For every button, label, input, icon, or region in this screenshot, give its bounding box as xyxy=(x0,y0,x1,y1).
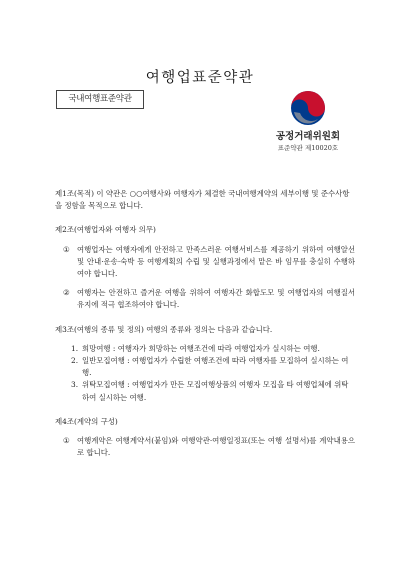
article-2-clause-2 xyxy=(55,287,355,311)
clause-marker: ① xyxy=(63,436,70,446)
document-title: 여행업표준약관 xyxy=(145,70,255,86)
article-3-item-1 xyxy=(55,343,355,355)
article-3-item-3 xyxy=(55,379,355,403)
article-3-item-2 xyxy=(55,355,355,379)
list-marker: 1. xyxy=(71,343,79,353)
article-4-heading: 제4조(계약의 구성) xyxy=(55,416,118,426)
ftc-logo-icon xyxy=(288,88,328,128)
article-1: 제1조(목적) 이 약관은 ○○여행사와 여행자가 체결한 국내여행계약의 세부이행 및 준수사항을 정함을 목적으로 합니다. xyxy=(55,189,350,211)
document-number: 표준약관 제10020호 xyxy=(277,144,339,152)
article-2-heading: 제2조(여행업자와 여행자 의무) xyxy=(55,225,156,235)
clause-marker: ② xyxy=(63,288,70,298)
list-marker: 3. xyxy=(71,380,79,390)
clause-text: 여행업자는 여행자에게 안전하고 만족스러운 여행서비스를 제공하기 위하여 여행알선 및 안내·운송·숙박 등 여행계획의 수립 및 실행과정에서 맡은 바 임무를 충실히 수행하여야 합니다. xyxy=(77,244,355,279)
organization-name: 공정거래위원회 xyxy=(275,131,341,142)
article-3-intro: 제3조(여행의 종류 및 정의) 여행의 종류와 정의는 다음과 같습니다. xyxy=(55,324,273,334)
document-type-box: 국내여행표준약관 xyxy=(56,90,144,109)
list-text: 희망여행 : 여행자가 희망하는 여행조건에 따라 여행업자가 실시하는 여행. xyxy=(82,343,320,353)
clause-marker: ① xyxy=(63,244,70,254)
list-text: 위탁모집여행 : 여행업자가 만든 모집여행상품의 여행자 모집을 타 여행업체에 위탁하여 실시하는 여행. xyxy=(82,380,349,402)
article-4-clause-1 xyxy=(55,435,355,459)
article-2-clause-1 xyxy=(55,244,355,281)
list-marker: 2. xyxy=(71,356,79,366)
list-text: 일반모집여행 : 여행업자가 수립한 여행조건에 따라 여행자를 모집하여 실시하는 여행. xyxy=(82,356,349,378)
clause-text: 여행계약은 여행계약서(붙임)와 여행약관·여행일정표(또는 여행 설명서)를 계약내용으로 합니다. xyxy=(77,436,355,458)
clause-text: 여행자는 안전하고 즐거운 여행을 위하여 여행자간 화합도모 및 여행업자의 여행질서 유지에 적극 협조하여야 합니다. xyxy=(77,288,355,310)
document-body xyxy=(55,188,355,459)
